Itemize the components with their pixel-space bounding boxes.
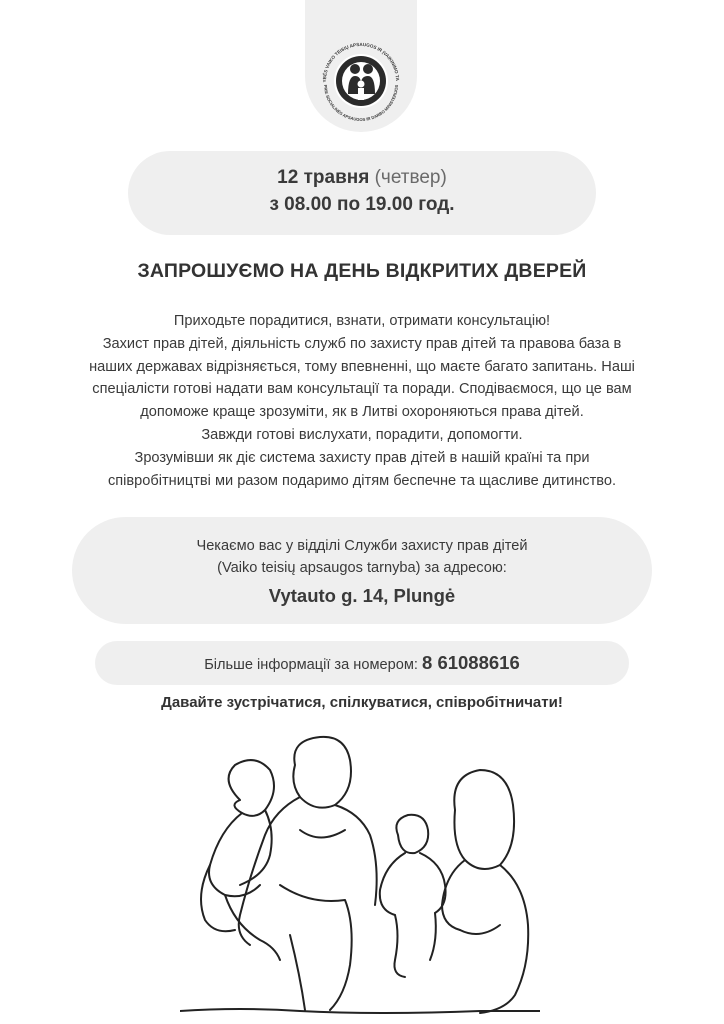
phone-number[interactable]: 8 61088616: [422, 652, 520, 673]
family-line-illustration: [180, 735, 540, 1015]
address-line-2: (Vaiko teisių apsaugos tarnyba) за адресою:: [217, 560, 507, 576]
date-hours: з 08.00 по 19.00 год.: [269, 194, 455, 215]
logo-ring-text-top: YBĖS VAIKO TEISIŲ APSAUGOS IR ĮVAIKINIMO TA: [321, 41, 401, 83]
agency-logo-icon: [312, 32, 410, 130]
body-line: допоможе краще зрозуміти, як в Литві охороняються права дітей.: [140, 404, 584, 421]
phone-label: Більше інформації за номером:: [204, 657, 418, 673]
body-line: Приходьте порадитися, взнати, отримати консультацію!: [173, 313, 551, 329]
date-day: 12 травня: [277, 167, 370, 188]
invitation-text: [40, 310, 684, 492]
body-line: спеціалісти готові надати вам консультації та поради. Сподіваємося, що це вам: [92, 381, 632, 398]
body-line: Захист прав дітей, діяльність служб по захисту прав дітей та правова база в: [102, 335, 622, 352]
body-line: наших державах відрізняється, тому впевненні, що маєте багато запитань. Наші: [89, 358, 635, 375]
street-address: Vytauto g. 14, Plungė: [268, 585, 456, 606]
date-panel: [128, 151, 596, 235]
logo-ring-text-bottom: PRIE SOCIALINĖS APSAUGOS IR DARBO MINISTERIJOS: [322, 84, 400, 123]
body-line: співробітництві ми разом подаримо дітям беспечне та щасливе дитинство.: [107, 472, 617, 489]
address-panel: [72, 517, 652, 624]
closing-slogan: Давайте зустрічатися, спілкуватися, співробітничати!: [161, 694, 563, 711]
body-line: Завжди готові вислухати, порадити, допомогти.: [201, 426, 523, 443]
body-line: Зрозумівши як діє система захисту прав дітей в нашій країні та при: [134, 449, 590, 466]
page-title: ЗАПРОШУЄМО НА ДЕНЬ ВІДКРИТИХ ДВЕРЕЙ: [137, 260, 587, 282]
phone-panel: [95, 641, 629, 685]
address-line-1: Чекаємо вас у відділі Служби захисту прав дітей: [196, 538, 528, 554]
date-weekday: (четвер): [374, 167, 447, 188]
date-line: [128, 165, 596, 191]
